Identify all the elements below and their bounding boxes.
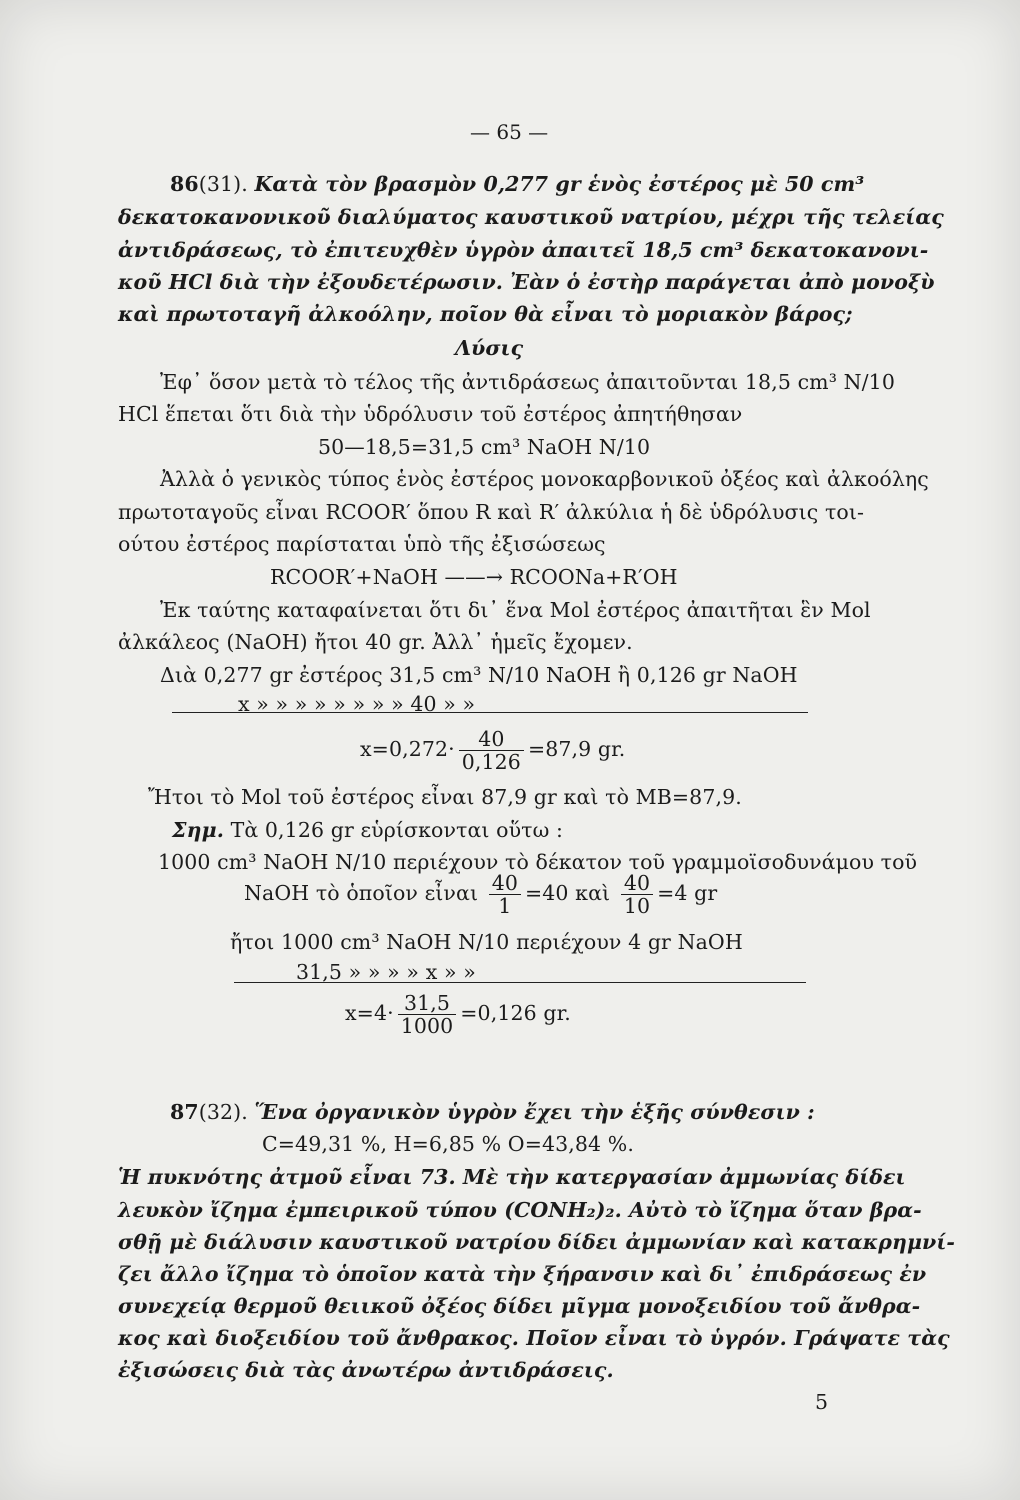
signature-mark: 5 (815, 1390, 829, 1414)
problem-text: Κατὰ τὸν βρασμὸν 0,277 gr ἑνὸς ἐστέρος μὲ 50 cm³ (254, 172, 865, 196)
solution-line: 1000 cm³ NaOH N/10 περιέχουν τὸ δέκατον τοῦ γραμμοϊσοδυνάμου τοῦ (158, 850, 918, 874)
problem-86-line: κοῦ HCl διὰ τὴν ἐξουδετέρωσιν. Ἐὰν ὁ ἐστὴρ παράγεται ἀπὸ μονοξὺ (118, 270, 935, 294)
numerator: 40 (459, 728, 524, 751)
problem-87-line: σθῇ μὲ διάλυσιν καυστικοῦ νατρίου δίδει ἀμμωνίαν καὶ κατακρημνί- (118, 1230, 955, 1254)
problem-86-first-line (170, 172, 864, 196)
problem-number: 86 (170, 172, 199, 196)
calc-left: x=0,272· (360, 737, 455, 761)
note-label: Σημ. (172, 818, 224, 842)
denominator: 10 (623, 894, 651, 918)
problem-text: Ἕνα ὀργανικὸν ὑγρὸν ἔχει τὴν ἑξῆς σύνθεσιν : (254, 1100, 815, 1124)
composition-line: C=49,31 %, H=6,85 % O=43,84 %. (262, 1132, 634, 1156)
problem-86-line: ἀντιδράσεως, τὸ ἐπιτευχθὲν ὑγρὸν ἀπαιτεῖ 18,5 cm³ δεκατοκανονι- (118, 238, 929, 262)
page-number: — 65 — (470, 120, 549, 144)
problem-87-line: συνεχείᾳ θερμοῦ θειικοῦ ὀξέος δίδει μῖγμα μονοξειδίου τοῦ ἄνθρα- (118, 1294, 921, 1318)
proportion-line: x » » » » » » » » 40 » » (238, 692, 476, 716)
calc-text: =40 καὶ (525, 881, 611, 905)
denominator: 1 (498, 894, 512, 918)
problem-86-line: δεκατοκανονικοῦ διαλύματος καυστικοῦ νατρίου, μέχρι τῆς τελείας (118, 205, 944, 229)
fraction (489, 872, 521, 917)
calculation-1 (360, 728, 625, 773)
solution-line: ἀλκάλεος (NaOH) ἤτοι 40 gr. Ἀλλ᾽ ἡμεῖς ἔχομεν. (118, 630, 633, 654)
solution-line: Ἐκ ταύτης καταφαίνεται ὅτι δι᾽ ἕνα Mol ἐστέρος ἀπαιτῆται ἓν Mol (160, 598, 871, 622)
problem-ref: (31). (198, 172, 248, 196)
numerator: 31,5 (398, 992, 457, 1015)
solution-line: 50—18,5=31,5 cm³ NaOH N/10 (318, 435, 651, 459)
calculation-3 (345, 992, 571, 1037)
solution-line: ἤτοι 1000 cm³ NaOH N/10 περιέχουν 4 gr NaOH (230, 930, 743, 954)
fraction (398, 992, 457, 1037)
problem-number: 87 (170, 1100, 199, 1124)
fraction (459, 728, 524, 773)
calc-text: =4 gr (657, 881, 718, 905)
calc-left: x=4· (345, 1001, 394, 1025)
denominator: 1000 (400, 1014, 454, 1038)
problem-87-line: κος καὶ διοξειδίου τοῦ ἄνθρακος. Ποῖον εἶναι τὸ ὑγρόν. Γράψατε τὰς (118, 1326, 950, 1350)
fraction (621, 872, 653, 917)
proportion-rule (172, 712, 808, 713)
problem-87-line: Ἡ πυκνότης ἀτμοῦ εἶναι 73. Μὲ τὴν κατεργασίαν ἀμμωνίας δίδει (118, 1165, 906, 1189)
note-line (172, 818, 563, 842)
denominator: 0,126 (461, 750, 521, 774)
solution-heading: Λύσις (455, 336, 524, 360)
calc-text: NaOH τὸ ὁποῖον εἶναι (244, 881, 479, 905)
calculation-2 (244, 872, 717, 917)
problem-87-first-line (170, 1100, 815, 1124)
reaction-equation: RCOOR′+NaOH ——→ RCOONa+R′OH (270, 565, 678, 589)
note-text: Τὰ 0,126 gr εὑρίσκονται οὕτω : (230, 818, 564, 842)
solution-line: πρωτοταγοῦς εἶναι RCOOR′ ὅπου R καὶ R′ ἀλκύλια ἡ δὲ ὑδρόλυσις τοι- (118, 500, 865, 524)
numerator: 40 (489, 872, 521, 895)
problem-87-line: λευκὸν ἴζημα ἐμπειρικοῦ τύπου (CONH₂)₂. Αὐτὸ τὸ ἴζημα ὅταν βρα- (118, 1198, 922, 1222)
solution-line: Ἐφ᾽ ὅσον μετὰ τὸ τέλος τῆς ἀντιδράσεως ἀπαιτοῦνται 18,5 cm³ N/10 (160, 370, 895, 394)
problem-86-line: καὶ πρωτοταγῆ ἀλκοόλην, ποῖον θὰ εἶναι τὸ μοριακὸν βάρος; (118, 302, 853, 326)
problem-87-line: ζει ἄλλο ἴζημα τὸ ὁποῖον κατὰ τὴν ξήρανσιν καὶ δι᾽ ἐπιδράσεως ἐν (118, 1262, 927, 1286)
solution-line: Διὰ 0,277 gr ἐστέρος 31,5 cm³ N/10 NaOH ἢ 0,126 gr NaOH (160, 663, 798, 687)
numerator: 40 (621, 872, 653, 895)
calc-right: =0,126 gr. (460, 1001, 571, 1025)
calc-right: =87,9 gr. (527, 737, 626, 761)
solution-line: HCl ἕπεται ὅτι διὰ τὴν ὑδρόλυσιν τοῦ ἐστέρος ἀπητήθησαν (118, 402, 743, 426)
problem-ref: (32). (198, 1100, 248, 1124)
proportion-rule (234, 982, 806, 983)
solution-line: ούτου ἐστέρος παρίσταται ὑπὸ τῆς ἐξισώσεως (118, 532, 606, 556)
proportion-line: 31,5 » » » » x » » (296, 960, 476, 984)
problem-87-line: ἐξισώσεις διὰ τὰς ἀνωτέρω ἀντιδράσεις. (118, 1358, 614, 1382)
solution-line: Ἀλλὰ ὁ γενικὸς τύπος ἑνὸς ἐστέρος μονοκαρβονικοῦ ὀξέος καὶ ἀλκοόλης (160, 467, 929, 491)
solution-line: Ἤτοι τὸ Mol τοῦ ἐστέρος εἶναι 87,9 gr καὶ τὸ MB=87,9. (148, 785, 742, 809)
